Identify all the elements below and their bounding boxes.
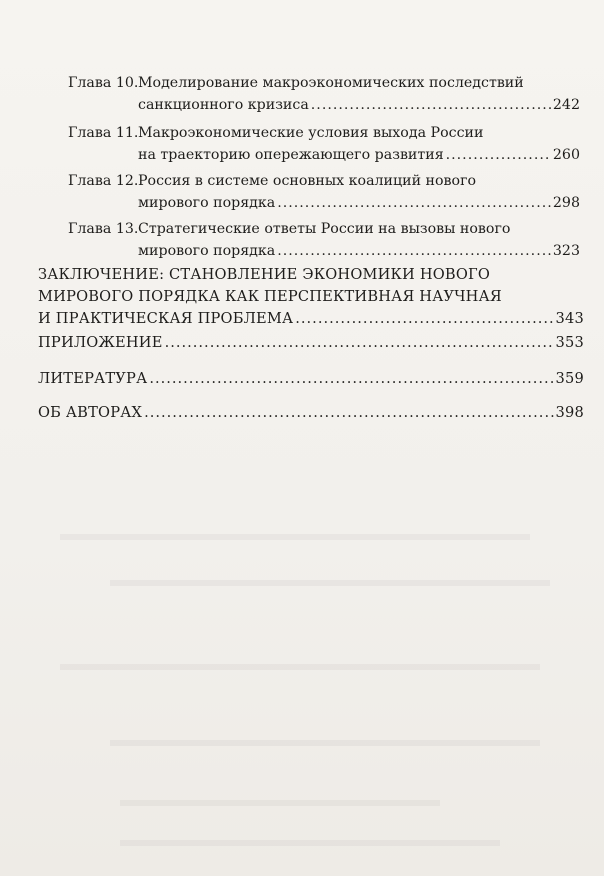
dot-leader [149, 368, 553, 390]
page-number: 260 [552, 147, 580, 163]
chapter-title-line: на траекторию опережающего развития [138, 147, 444, 163]
page-number: 398 [555, 404, 584, 421]
bleed-through [60, 534, 530, 540]
dot-leader [446, 144, 551, 166]
chapter-title-line: Россия в системе основных коалиций нового [138, 173, 477, 189]
chapter-title-line: Стратегические ответы России на вызовы нового [138, 221, 511, 237]
chapter-label: Глава 10. [68, 75, 139, 91]
dot-leader [165, 332, 554, 354]
page-number: 242 [552, 97, 580, 113]
section-title-line: ЗАКЛЮЧЕНИЕ: СТАНОВЛЕНИЕ ЭКОНОМИКИ НОВОГО [38, 266, 491, 283]
page-number: 353 [555, 334, 584, 351]
page-number: 298 [552, 195, 580, 211]
page-number: 323 [552, 243, 580, 259]
section-title: ПРИЛОЖЕНИЕ [38, 334, 163, 351]
toc-entry-chapter-12[interactable] [0, 170, 604, 216]
dot-leader [277, 240, 551, 262]
chapter-label: Глава 13. [68, 221, 139, 237]
chapter-title-line: Макроэкономические условия выхода России [138, 125, 484, 141]
toc-entry-conclusion[interactable] [38, 264, 584, 330]
dot-leader [277, 192, 551, 214]
chapter-label: Глава 11. [68, 125, 139, 141]
dot-leader [295, 308, 553, 330]
section-title-line: МИРОВОГО ПОРЯДКА КАК ПЕРСПЕКТИВНАЯ НАУЧНАЯ [38, 288, 502, 305]
toc-entry-chapter-11[interactable] [0, 122, 604, 168]
page-number: 359 [555, 370, 584, 387]
chapter-title-line: мирового порядка [138, 195, 276, 211]
dot-leader [311, 94, 551, 116]
toc-entry-literature[interactable] [38, 368, 584, 390]
bleed-through [120, 800, 440, 806]
chapter-title-line: мирового порядка [138, 243, 276, 259]
section-title: ОБ АВТОРАХ [38, 404, 143, 421]
chapter-label: Глава 12. [68, 173, 139, 189]
toc-entry-about-authors[interactable] [38, 402, 584, 424]
bleed-through [60, 664, 540, 670]
toc-entry-appendix[interactable] [38, 332, 584, 354]
section-title: ЛИТЕРАТУРА [38, 370, 148, 387]
bleed-through [120, 840, 500, 846]
section-title-line: И ПРАКТИЧЕСКАЯ ПРОБЛЕМА [38, 310, 294, 327]
toc-entry-chapter-10[interactable] [0, 72, 604, 118]
toc-entry-chapter-13[interactable] [0, 218, 604, 264]
chapter-title-line: санкционного кризиса [138, 97, 309, 113]
bleed-through [110, 580, 550, 586]
bleed-through [110, 740, 540, 746]
chapter-title-line: Моделирование макроэкономических последствий [138, 75, 524, 91]
dot-leader [144, 402, 553, 424]
page-number: 343 [555, 310, 584, 327]
